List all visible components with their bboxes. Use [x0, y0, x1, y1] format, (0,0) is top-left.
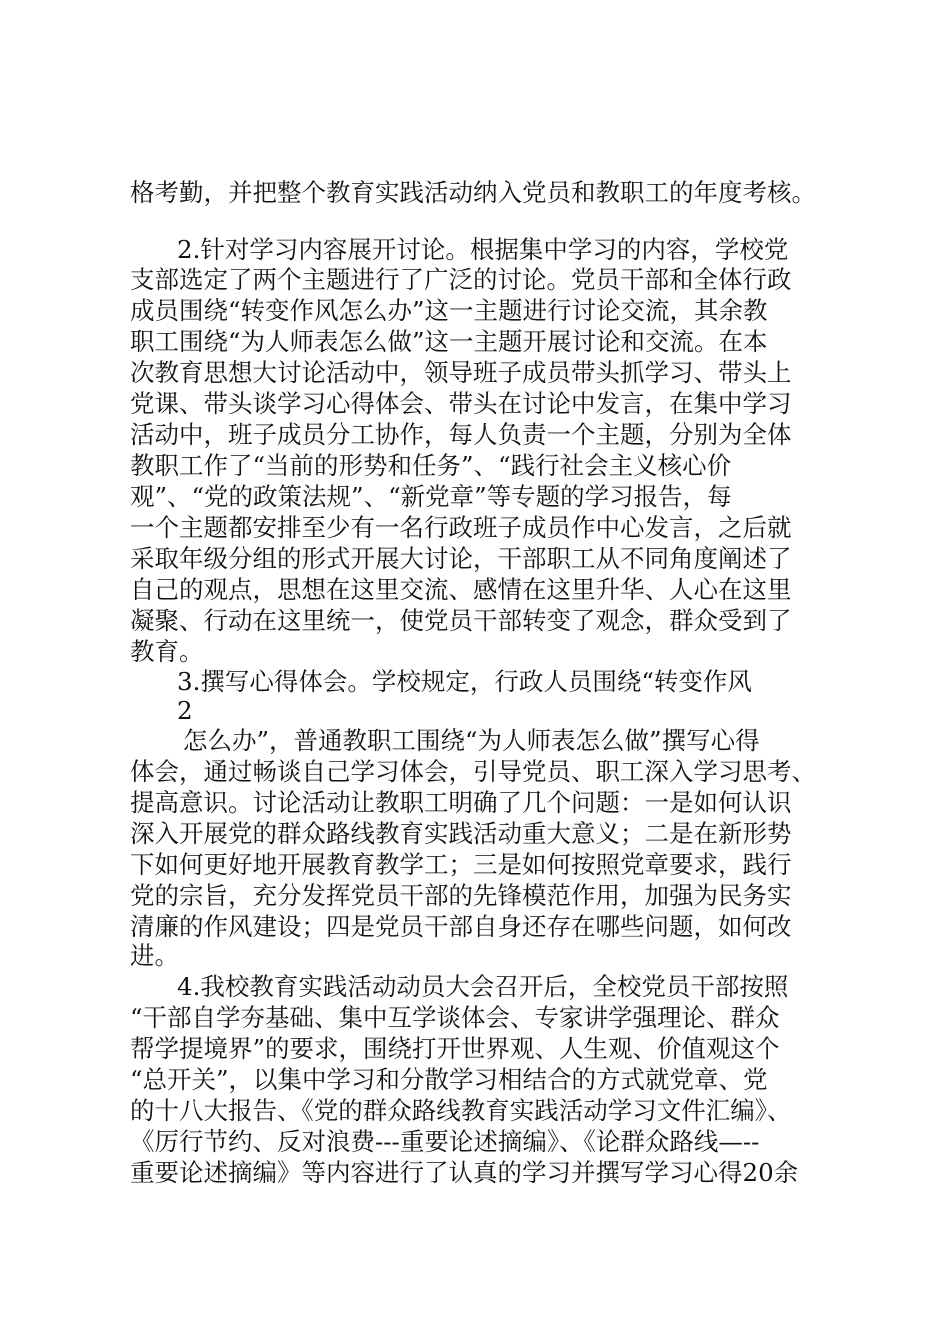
text-line: 怎么办”，普通教职工围绕“为人师表怎么做”撰写心得 — [183, 726, 760, 755]
text-line: 体会，通过畅谈自己学习体会，引导党员、职工深入学习思考、 — [130, 757, 816, 786]
text-line: 自己的观点，思想在这里交流、感情在这里升华、人心在这里 — [130, 575, 792, 604]
text-line: 支部选定了两个主题进行了广泛的讨论。党员干部和全体行政 — [130, 265, 792, 294]
text-line: 活动中，班子成员分工协作，每人负责一个主题，分别为全体 — [130, 420, 792, 449]
text-line: 清廉的作风建设；四是党员干部自身还存在哪些问题，如何改 — [130, 912, 792, 941]
text-line: 观”、“党的政策法规”、“新党章”等专题的学习报告，每 — [130, 482, 732, 511]
paragraph-4-start: 4.我校教育实践活动动员大会召开后，全校党员干部按照 — [177, 972, 789, 1001]
text-line: 党课、带头谈学习心得体会、带头在讨论中发言，在集中学习 — [130, 389, 792, 418]
text-line: 《厉行节约、反对浪费---重要论述摘编》、《论群众路线—-- — [130, 1127, 760, 1156]
text-line: 进。 — [130, 941, 179, 970]
text-line: 党的宗旨，充分发挥党员干部的先锋模范作用，加强为民务实 — [130, 881, 792, 910]
text-line: 次教育思想大讨论活动中，领导班子成员带头抓学习、带头上 — [130, 358, 792, 387]
text-line: “总开关”，以集中学习和分散学习相结合的方式就党章、党 — [130, 1065, 768, 1094]
text-line: 职工围绕“为人师表怎么做”这一主题开展讨论和交流。在本 — [130, 327, 768, 356]
text-line: 重要论述摘编》等内容进行了认真的学习并撰写学习心得20余 — [130, 1158, 799, 1187]
text-line: 格考勤，并把整个教育实践活动纳入党员和教职工的年度考核。 — [130, 178, 816, 207]
paragraph-3-start: 3.撰写心得体会。学校规定，行政人员围绕“转变作风 — [177, 667, 752, 696]
page-number: 2 — [177, 696, 193, 725]
text-line: 教职工作了“当前的形势和任务”、“践行社会主义核心价 — [130, 451, 732, 480]
text-line: 下如何更好地开展教育教学工；三是如何按照党章要求，践行 — [130, 850, 792, 879]
paragraph-2-start: 2.针对学习内容展开讨论。根据集中学习的内容，学校党 — [177, 235, 789, 264]
text-line: 凝聚、行动在这里统一，使党员干部转变了观念，群众受到了 — [130, 606, 792, 635]
text-line: 的十八大报告、《党的群众路线教育实践活动学习文件汇编》、 — [130, 1096, 792, 1125]
text-line: 一个主题都安排至少有一名行政班子成员作中心发言，之后就 — [130, 513, 792, 542]
text-line: 深入开展党的群众路线教育实践活动重大意义；二是在新形势 — [130, 819, 792, 848]
text-line: 教育。 — [130, 637, 204, 666]
text-line: 采取年级分组的形式开展大讨论，干部职工从不同角度阐述了 — [130, 544, 792, 573]
text-line: 成员围绕“转变作风怎么办”这一主题进行讨论交流，其余教 — [130, 296, 768, 325]
text-line: “干部自学夯基础、集中互学谈体会、专家讲学强理论、群众 — [130, 1003, 780, 1032]
text-line: 提高意识。讨论活动让教职工明确了几个问题：一是如何认识 — [130, 788, 792, 817]
text-line: 帮学提境界”的要求，围绕打开世界观、人生观、价值观这个 — [130, 1034, 780, 1063]
